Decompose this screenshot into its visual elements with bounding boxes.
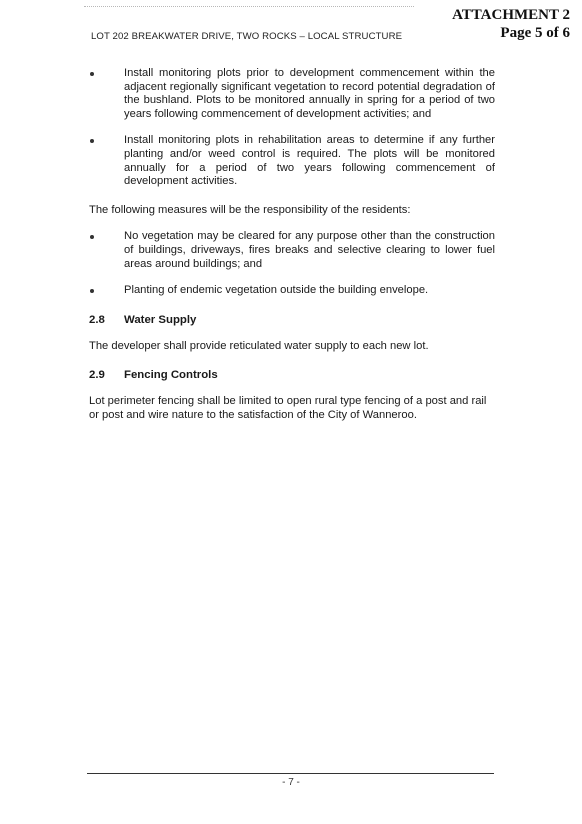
section-heading-2-8 — [89, 313, 495, 327]
residents-intro: The following measures will be the responsibility of the residents: — [89, 203, 411, 216]
attachment-stamp — [452, 6, 570, 42]
bullet-icon — [90, 235, 94, 239]
bullet-icon — [90, 72, 94, 76]
attachment-page: Page 5 of 6 — [500, 25, 570, 41]
section-body: Lot perimeter fencing shall be limited to open rural type fencing of a post and rail or post and wire nature to the satisfaction of the City of Wanneroo. — [89, 395, 487, 421]
bullet-icon — [90, 289, 94, 293]
section-number: 2.9 — [89, 369, 105, 382]
section-heading-2-9 — [89, 368, 495, 382]
list-item — [89, 134, 495, 188]
attachment-label: ATTACHMENT 2 — [452, 7, 570, 23]
list-item-text: Install monitoring plots prior to development commencement within the adjacent regionally significant vegetation to record potential degradation of the bushland. Plots to be monitored annually in spring for a period of two years following commencement of development activities; and — [124, 67, 495, 120]
list-item — [89, 230, 495, 271]
list-item — [89, 67, 495, 121]
section-title: Fencing Controls — [124, 369, 218, 382]
section-body: The developer shall provide reticulated water supply to each new lot. — [89, 339, 429, 352]
page-number: - 7 - — [282, 777, 300, 788]
section-title: Water Supply — [124, 313, 197, 326]
top-dotted-rule — [84, 6, 414, 7]
footer-rule — [87, 773, 494, 774]
bullet-icon — [90, 139, 94, 143]
running-header: LOT 202 BREAKWATER DRIVE, TWO ROCKS – LOCAL STRUCTURE — [91, 31, 403, 42]
list-item — [89, 284, 495, 298]
document-body — [89, 67, 495, 423]
section-number: 2.8 — [89, 313, 105, 326]
list-item-text: No vegetation may be cleared for any purpose other than the construction of buildings, driveways, fires breaks and selective clearing to lower fuel areas around buildings; and — [124, 230, 495, 270]
list-item-text: Planting of endemic vegetation outside the building envelope. — [124, 284, 429, 297]
list-item-text: Install monitoring plots in rehabilitation areas to determine if any further planting and/or weed control is required. The plots will be monitored annually for a period of two years following commencement of development activities. — [124, 134, 495, 188]
